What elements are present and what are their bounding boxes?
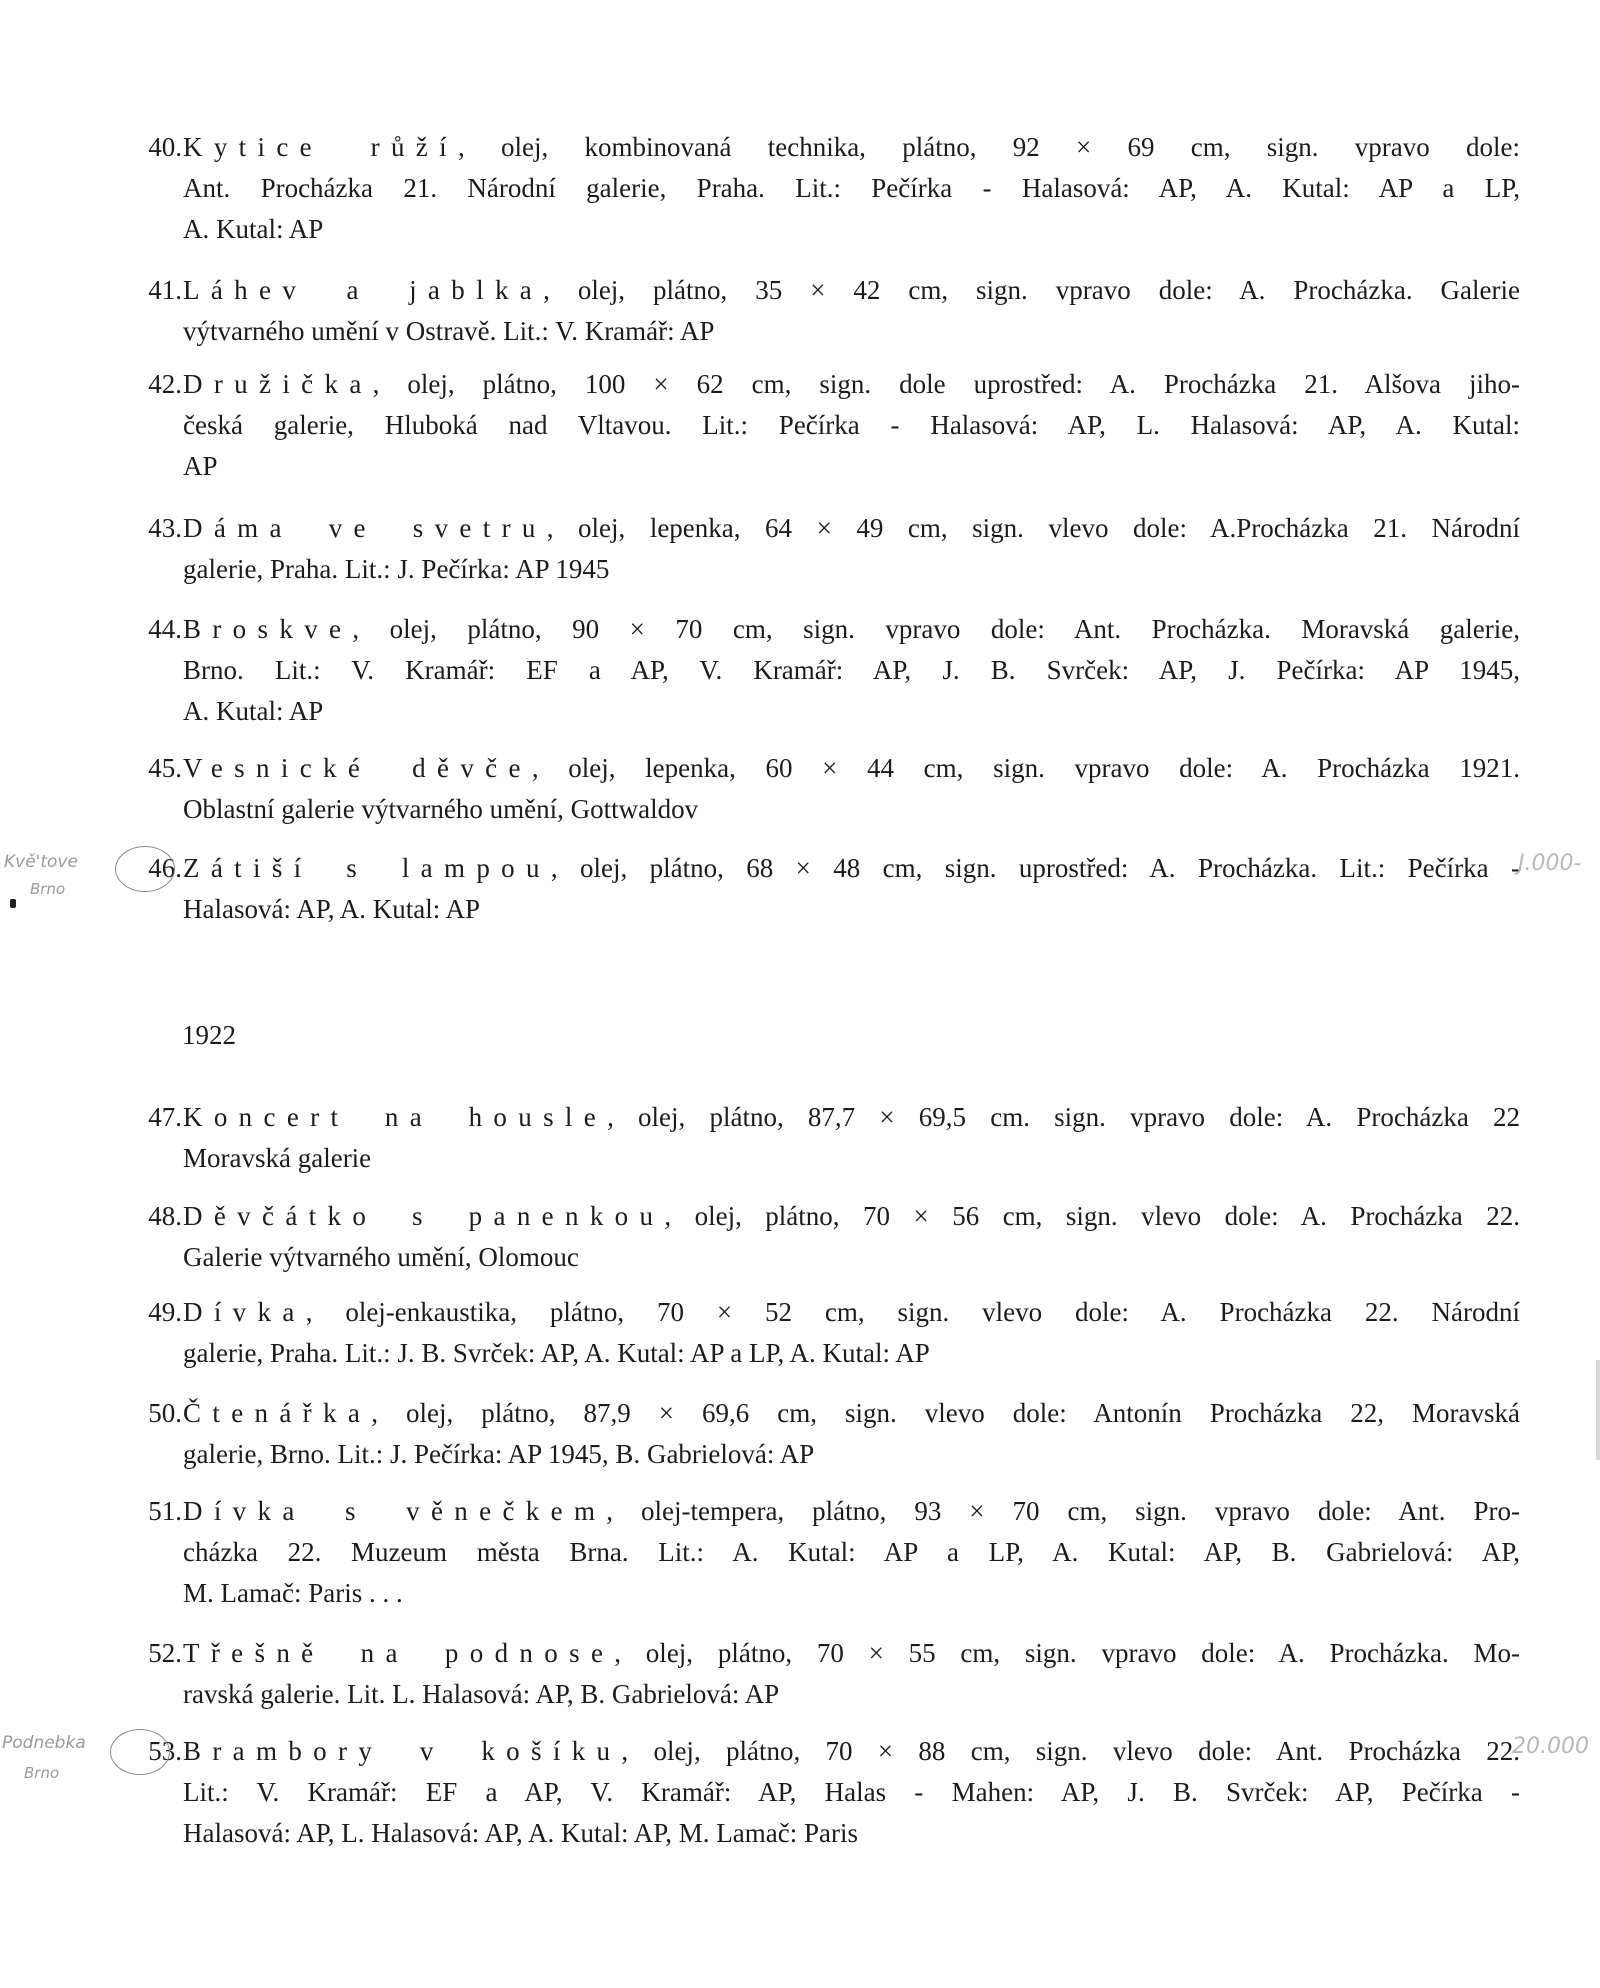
entry-text (183, 508, 1520, 590)
entry-number: 43. (148, 513, 182, 543)
entry-number: 41. (148, 275, 182, 305)
entry-text (183, 609, 1520, 732)
pencil-note-53-right: 20.000 (1512, 1734, 1589, 1759)
entry-line (183, 1292, 1520, 1333)
artwork-details: , olej, plátno, 70 × 55 cm, sign. vpravo dole: A. Procházka. Mo- (614, 1638, 1520, 1668)
entry-line (183, 1196, 1520, 1237)
entry-text (183, 1731, 1520, 1854)
entry-line (183, 1633, 1520, 1674)
artwork-details: , olej, plátno, 70 × 88 cm, sign. vlevo dole: Ant. Procházka 22. (621, 1736, 1520, 1766)
artwork-title: Čtenářka (183, 1398, 372, 1428)
page-edge-shadow (1596, 1360, 1600, 1460)
entry-number: 46. (148, 853, 182, 883)
artwork-title: Vesnické děvče (183, 753, 532, 783)
entry-text (183, 1097, 1520, 1179)
entry-line: Halasová: AP, A. Kutal: AP (183, 894, 481, 924)
artwork-title: Koncert na housle (183, 1102, 608, 1132)
entry-text (183, 1633, 1520, 1715)
entry-line (183, 1393, 1520, 1434)
entry-line (183, 364, 1520, 405)
entry-line: A. Kutal: AP (183, 696, 324, 726)
artwork-details: , olej, plátno, 87,9 × 69,6 cm, sign. vlevo dole: Antonín Procházka 22, Moravská (371, 1398, 1520, 1428)
entry-line: Oblastní galerie výtvarného umění, Gottwaldov (183, 794, 699, 824)
artwork-details: , olej-tempera, plátno, 93 × 70 cm, sign. vpravo dole: Ant. Pro- (606, 1496, 1520, 1526)
pencil-circle-53 (110, 1729, 170, 1775)
entry-line: Brno. Lit.: V. Kramář: EF a AP, V. Kramář: AP, J. B. Svrček: AP, J. Pečírka: AP 1945, (183, 655, 1520, 685)
artwork-details: , olej, plátno, 87,7 × 69,5 cm. sign. vpravo dole: A. Procházka 22 (607, 1102, 1521, 1132)
entry-line: Galerie výtvarného umění, Olomouc (183, 1242, 579, 1272)
year-heading: 1922 (182, 1020, 236, 1050)
entry-number: 51. (148, 1496, 182, 1526)
artwork-details: , olej, lepenka, 64 × 49 cm, sign. vlevo dole: A.Procházka 21. Národní (546, 513, 1520, 543)
entry-number: 47. (148, 1102, 182, 1132)
artwork-details: , olej, plátno, 70 × 56 cm, sign. vlevo dole: A. Procházka 22. (664, 1201, 1521, 1231)
entry-text (183, 1491, 1520, 1614)
bullet-mark (10, 899, 16, 908)
pencil-note-53-left-2: Brno (24, 1764, 60, 1782)
artwork-title: Kytice růží (183, 132, 458, 162)
artwork-details: , olej, plátno, 35 × 42 cm, sign. vpravo dole: A. Procházka. Galerie (543, 275, 1520, 305)
entry-line (183, 748, 1520, 789)
artwork-details: , olej, lepenka, 60 × 44 cm, sign. vpravo dole: A. Procházka 1921. (531, 753, 1521, 783)
pencil-note-53-left: Podnebka (2, 1733, 86, 1753)
entry-text (183, 1393, 1520, 1475)
entry-line (183, 848, 1520, 889)
entry-line: galerie, Praha. Lit.: J. B. Svrček: AP, A. Kutal: AP a LP, A. Kutal: AP (183, 1338, 930, 1368)
entry-line (183, 609, 1520, 650)
pencil-circle-46 (115, 846, 175, 892)
entry-line: galerie, Brno. Lit.: J. Pečírka: AP 1945, B. Gabrielová: AP (183, 1439, 815, 1469)
entry-number: 53. (148, 1736, 182, 1766)
entry-number: 42. (148, 369, 182, 399)
artwork-title: Broskve (183, 614, 353, 644)
entry-text (183, 1292, 1520, 1374)
entry-line: Lit.: V. Kramář: EF a AP, V. Kramář: AP, Halas - Mahen: AP, J. B. Svrček: AP, Pečírka - (183, 1777, 1520, 1807)
entry-number: 44. (148, 614, 182, 644)
artwork-title: Dívka s věnečkem (183, 1496, 607, 1526)
entry-number: 49. (148, 1297, 182, 1327)
entry-line (183, 1731, 1520, 1772)
entry-line: AP (183, 451, 218, 481)
artwork-title: Láhev a jablka (183, 275, 544, 305)
entry-line: A. Kutal: AP (183, 214, 324, 244)
artwork-title: Děvčátko s panenkou (183, 1201, 665, 1231)
entry-line: galerie, Praha. Lit.: J. Pečírka: AP 1945 (183, 554, 610, 584)
artwork-details: , olej, plátno, 100 × 62 cm, sign. dole uprostřed: A. Procházka 21. Alšova jiho- (372, 369, 1520, 399)
entry-line (183, 1491, 1520, 1532)
entry-text (183, 748, 1520, 830)
entry-text (183, 848, 1520, 930)
artwork-details: , olej, plátno, 68 × 48 cm, sign. uprostřed: A. Procházka. Lit.: Pečírka - (550, 853, 1520, 883)
entry-line (183, 508, 1520, 549)
entry-text (183, 364, 1520, 487)
entry-line: výtvarného umění v Ostravě. Lit.: V. Kramář: AP (183, 316, 715, 346)
artwork-title: Brambory v košíku (183, 1736, 622, 1766)
artwork-details: , olej-enkaustika, plátno, 70 × 52 cm, sign. vlevo dole: A. Procházka 22. Národní (305, 1297, 1520, 1327)
artwork-title: Družička (183, 369, 373, 399)
entry-number: 50. (148, 1398, 182, 1428)
entry-line: cházka 22. Muzeum města Brna. Lit.: A. Kutal: AP a LP, A. Kutal: AP, B. Gabrielová: AP, (183, 1537, 1520, 1567)
entry-line: Ant. Procházka 21. Národní galerie, Praha. Lit.: Pečírka - Halasová: AP, A. Kutal: AP a LP, (183, 173, 1520, 203)
entry-line (183, 127, 1520, 168)
entry-line: česká galerie, Hluboká nad Vltavou. Lit.: Pečírka - Halasová: AP, L. Halasová: AP, A. Kutal: (183, 410, 1520, 440)
entry-text (183, 127, 1520, 250)
artwork-title: Dáma ve svetru (183, 513, 547, 543)
entry-line: Halasová: AP, L. Halasová: AP, A. Kutal: AP, M. Lamač: Paris (183, 1818, 858, 1848)
entry-text (183, 270, 1520, 352)
entry-line: M. Lamač: Paris . . . (183, 1578, 403, 1608)
entry-line: Moravská galerie (183, 1143, 372, 1173)
entry-text (183, 1196, 1520, 1278)
artwork-details: , olej, kombinovaná technika, plátno, 92 × 69 cm, sign. vpravo dole: (457, 132, 1521, 162)
entry-number: 45. (148, 753, 182, 783)
artwork-details: , olej, plátno, 90 × 70 cm, sign. vpravo dole: Ant. Procházka. Moravská galerie, (352, 614, 1520, 644)
entry-number: 48. (148, 1201, 182, 1231)
entry-number: 52. (148, 1638, 182, 1668)
entry-line (183, 270, 1520, 311)
artwork-title: Dívka (183, 1297, 306, 1327)
entry-line: ravská galerie. Lit. L. Halasová: AP, B. Gabrielová: AP (183, 1679, 780, 1709)
pencil-note-46-right: J.000- (1518, 851, 1582, 876)
pencil-note-46-left: Kvě'tove (4, 852, 78, 872)
pencil-note-46-left-2: Brno (30, 880, 66, 898)
entry-line (183, 1097, 1520, 1138)
entry-number: 40. (148, 132, 182, 162)
artwork-title: Zátiší s lampou (183, 853, 551, 883)
artwork-title: Třešně na podnose (183, 1638, 615, 1668)
